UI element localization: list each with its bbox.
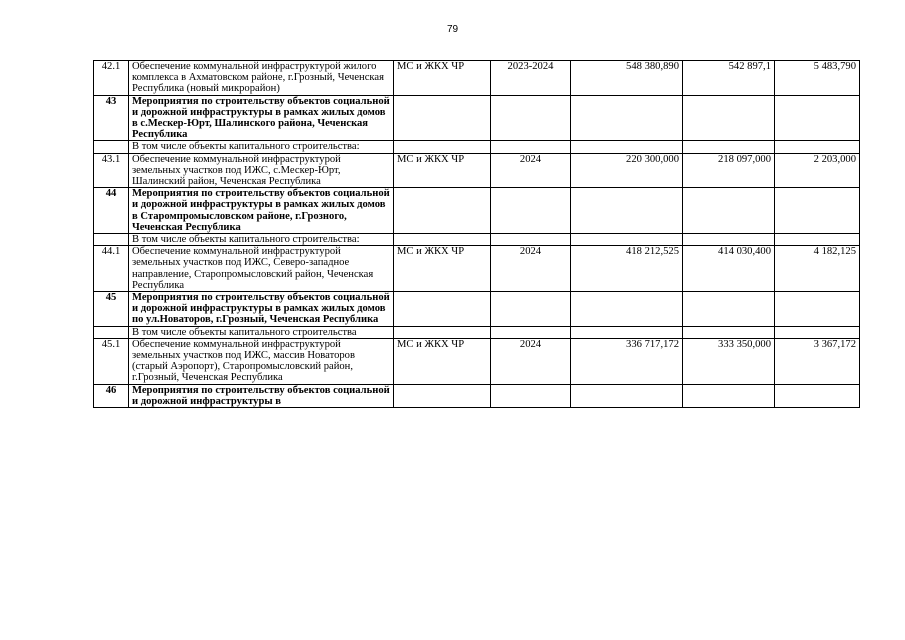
row-total-cell: [571, 95, 683, 141]
table-row: [94, 61, 860, 96]
row-number-cell: 45.1: [94, 338, 129, 384]
row-federal-cell: 218 097,000: [683, 153, 775, 188]
row-organization-cell: [394, 326, 491, 338]
row-number-cell: [94, 326, 129, 338]
row-organization-cell: МС и ЖКХ ЧР: [394, 153, 491, 188]
row-regional-cell: 2 203,000: [775, 153, 860, 188]
table-row: [94, 292, 860, 327]
row-federal-cell: [683, 234, 775, 246]
row-name-cell: Мероприятия по строительству объектов социальной и дорожной инфраструктуры в: [129, 384, 394, 407]
table-row: [94, 141, 860, 153]
row-regional-cell: [775, 188, 860, 234]
row-federal-cell: 414 030,400: [683, 246, 775, 292]
row-period-cell: [491, 141, 571, 153]
row-number-cell: 43: [94, 95, 129, 141]
table-row: [94, 246, 860, 292]
row-total-cell: [571, 141, 683, 153]
table-row: [94, 234, 860, 246]
row-total-cell: [571, 292, 683, 327]
row-total-cell: 418 212,525: [571, 246, 683, 292]
row-federal-cell: [683, 95, 775, 141]
row-period-cell: 2024: [491, 246, 571, 292]
budget-table: [93, 60, 860, 408]
row-total-cell: [571, 384, 683, 407]
row-number-cell: [94, 234, 129, 246]
row-number-cell: 46: [94, 384, 129, 407]
row-period-cell: [491, 234, 571, 246]
row-name-cell: В том числе объекты капитального строительства:: [129, 234, 394, 246]
row-regional-cell: [775, 292, 860, 327]
row-regional-cell: [775, 234, 860, 246]
row-federal-cell: [683, 292, 775, 327]
row-period-cell: [491, 188, 571, 234]
row-period-cell: 2024: [491, 153, 571, 188]
row-federal-cell: [683, 188, 775, 234]
table-row: [94, 188, 860, 234]
row-name-cell: Обеспечение коммунальной инфраструктурой жилого комплекса в Ахматовском районе, г.Грозный, Чеченская Республика (новый микрорайон): [129, 61, 394, 96]
row-number-cell: 44.1: [94, 246, 129, 292]
table-row: [94, 326, 860, 338]
table-body: [94, 61, 860, 408]
row-period-cell: [491, 95, 571, 141]
row-total-cell: 220 300,000: [571, 153, 683, 188]
table-row: [94, 384, 860, 407]
row-federal-cell: 542 897,1: [683, 61, 775, 96]
row-organization-cell: [394, 141, 491, 153]
page-number: 79: [446, 24, 459, 35]
table-row: [94, 153, 860, 188]
row-regional-cell: 5 483,790: [775, 61, 860, 96]
row-total-cell: [571, 188, 683, 234]
row-organization-cell: [394, 384, 491, 407]
row-regional-cell: 3 367,172: [775, 338, 860, 384]
row-organization-cell: [394, 188, 491, 234]
row-name-cell: Мероприятия по строительству объектов социальной и дорожной инфраструктуры в рамках жилых домов по ул.Новаторов, г.Грозный, Чеченская Республика: [129, 292, 394, 327]
row-organization-cell: [394, 234, 491, 246]
row-name-cell: Обеспечение коммунальной инфраструктурой земельных участков под ИЖС, Северо-западное направление, Старопромысловский район, Чеченская Республика: [129, 246, 394, 292]
row-number-cell: 42.1: [94, 61, 129, 96]
table-row: [94, 95, 860, 141]
row-regional-cell: [775, 326, 860, 338]
row-number-cell: [94, 141, 129, 153]
row-name-cell: Обеспечение коммунальной инфраструктурой земельных участков под ИЖС, массив Новаторов (старый Аэропорт), Старопромысловский район, г.Грозный, Чеченская Республика: [129, 338, 394, 384]
row-period-cell: 2023-2024: [491, 61, 571, 96]
row-period-cell: 2024: [491, 338, 571, 384]
row-period-cell: [491, 292, 571, 327]
row-total-cell: [571, 234, 683, 246]
row-name-cell: Мероприятия по строительству объектов социальной и дорожной инфраструктуры в рамках жилых домов в Старомпромысловском районе, г.Грозного, Чеченская Республика: [129, 188, 394, 234]
row-organization-cell: МС и ЖКХ ЧР: [394, 61, 491, 96]
row-federal-cell: [683, 326, 775, 338]
row-name-cell: Мероприятия по строительству объектов социальной и дорожной инфраструктуры в рамках жилых домов в с.Мескер-Юрт, Шалинского района, Чеченская Республика: [129, 95, 394, 141]
row-total-cell: [571, 326, 683, 338]
row-name-cell: Обеспечение коммунальной инфраструктурой земельных участков под ИЖС, с.Мескер-Юрт, Шалинский район, Чеченская Республика: [129, 153, 394, 188]
row-total-cell: 548 380,890: [571, 61, 683, 96]
row-regional-cell: [775, 141, 860, 153]
row-total-cell: 336 717,172: [571, 338, 683, 384]
row-organization-cell: МС и ЖКХ ЧР: [394, 246, 491, 292]
row-federal-cell: [683, 141, 775, 153]
row-number-cell: 43.1: [94, 153, 129, 188]
row-organization-cell: МС и ЖКХ ЧР: [394, 338, 491, 384]
table-row: [94, 338, 860, 384]
row-regional-cell: 4 182,125: [775, 246, 860, 292]
row-number-cell: 45: [94, 292, 129, 327]
row-period-cell: [491, 326, 571, 338]
row-regional-cell: [775, 384, 860, 407]
row-name-cell: В том числе объекты капитального строительства: [129, 326, 394, 338]
row-organization-cell: [394, 292, 491, 327]
row-period-cell: [491, 384, 571, 407]
row-number-cell: 44: [94, 188, 129, 234]
row-federal-cell: [683, 384, 775, 407]
row-name-cell: В том числе объекты капитального строительства:: [129, 141, 394, 153]
row-organization-cell: [394, 95, 491, 141]
row-federal-cell: 333 350,000: [683, 338, 775, 384]
row-regional-cell: [775, 95, 860, 141]
